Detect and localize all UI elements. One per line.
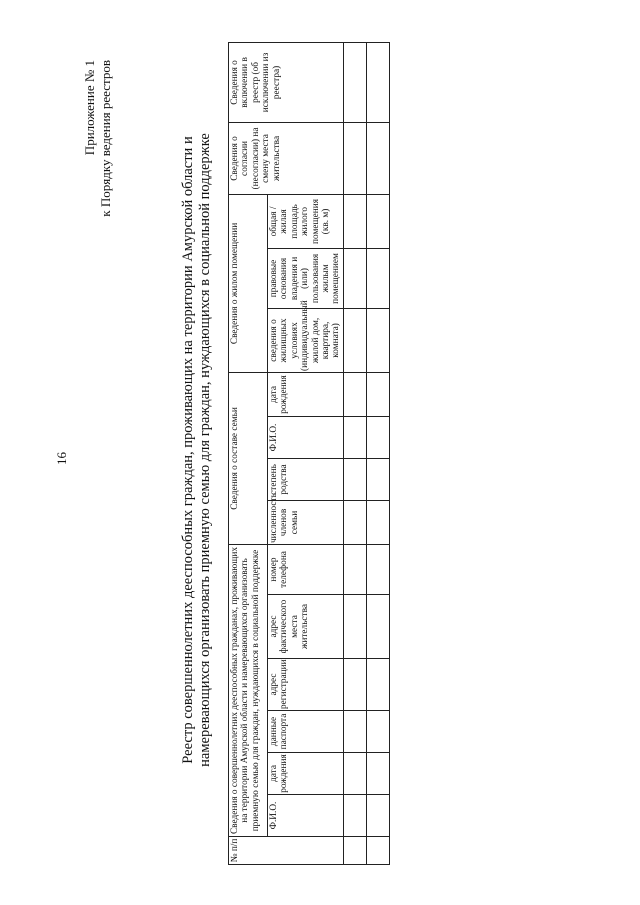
column-header-actual-address: адрес фактического места жительства bbox=[268, 595, 344, 659]
group-header-citizen: Сведения о совершеннолетних дееспособных гражданах, проживающих на территории Амурской области и намеревающихся организовать приемную семью для граждан, нуждающихся в социальной поддержке bbox=[229, 545, 268, 837]
column-header-family-birth-date: дата рождения bbox=[268, 372, 344, 416]
column-header-fio: Ф.И.О. bbox=[268, 795, 344, 837]
column-number-header: № п/п bbox=[229, 837, 344, 865]
column-header-area: общая / жилая площадь жилого помещения (кв. м) bbox=[268, 194, 344, 248]
column-header-relation: степень родства bbox=[268, 459, 344, 501]
registry-table bbox=[228, 42, 390, 865]
page-number: 16 bbox=[54, 452, 69, 465]
column-header-phone: номер телефона bbox=[268, 545, 344, 595]
column-header-registry: Сведения о включении в реестр (об исключении из реестра) bbox=[229, 42, 344, 122]
title-line-2: намеревающихся организовать приемную семью для граждан, нуждающихся в социальной поддержке bbox=[197, 133, 213, 767]
column-header-birth-date: дата рождения bbox=[268, 753, 344, 795]
column-header-registration-address: адрес регистрации bbox=[268, 659, 344, 711]
group-header-family: Сведения о составе семьи bbox=[229, 372, 268, 544]
column-header-family-size: численность членов семьи bbox=[268, 501, 344, 545]
column-header-consent: Сведения о согласии (несогласии) на смену места жительства bbox=[229, 122, 344, 194]
table-row bbox=[343, 42, 366, 864]
group-header-housing: Сведения о жилом помещении bbox=[229, 194, 268, 372]
table-header-row-1 bbox=[229, 42, 268, 864]
title-line-1: Реестр совершеннолетних дееспособных граждан, проживающих на территории Амурской области и bbox=[180, 136, 196, 764]
table-row bbox=[366, 42, 389, 864]
appendix-line-2: к Порядку ведения реестров bbox=[98, 60, 113, 217]
column-header-legal-basis: правовые основания владения и (или) пользования жилым помещением bbox=[268, 248, 344, 308]
column-header-family-fio: Ф.И.О. bbox=[268, 417, 344, 459]
appendix-header bbox=[82, 60, 114, 290]
column-header-passport: данные паспорта bbox=[268, 711, 344, 753]
column-header-housing-conditions: сведения о жилищных условиях (индивидуальный жилой дом, квартира, комната) bbox=[269, 300, 342, 371]
document-title bbox=[180, 55, 214, 845]
appendix-line-1: Приложение № 1 bbox=[82, 60, 97, 156]
